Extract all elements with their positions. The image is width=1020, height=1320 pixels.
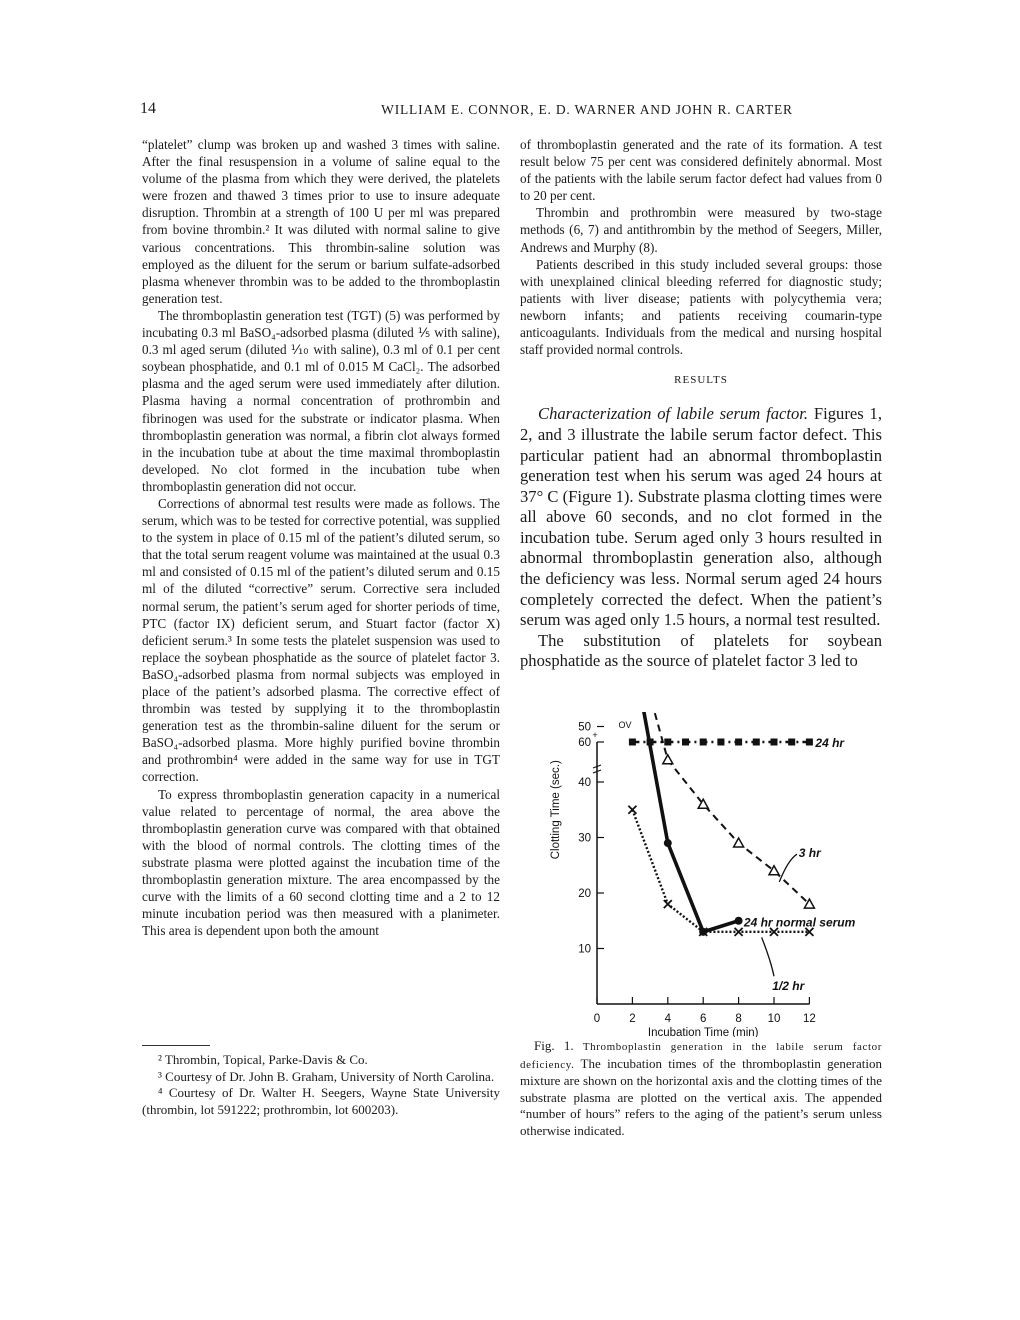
y-tick-label: 50 xyxy=(578,721,591,734)
figure-caption xyxy=(520,1038,882,1139)
series-24hr-point xyxy=(788,739,795,746)
series-half-hr-line xyxy=(632,810,809,932)
y-tick-label: 30 xyxy=(578,832,591,845)
running-head-authors: WILLIAM E. CONNOR, E. D. WARNER AND JOHN R. CARTER xyxy=(381,102,793,117)
body-paragraph: The thromboplastin generation test (TGT) (5) was performed by incubating 0.3 ml BaSO₄-adsorbed plasma (diluted ⅕ with saline), 0.3 ml aged serum (diluted ⅒ with saline), 0.3 ml of 0.1 per cent soybean phosphatide, and 0.1 ml of 0.015 M CaCl₂. The adsorbed plasma and the aged serum were used immediately after dilution. Plasma having a normal concentration of prothrombin and fibrinogen was used for the substrate or indicator plasma. When thromboplastin generation was normal, a fibrin clot always formed in the incubation tube at about the time maximal thromboplastin developed. No clot formed in the incubation tube when thromboplastin generation did not occur. xyxy=(142,307,500,494)
y-tick-label: 10 xyxy=(578,943,591,956)
results-paragraph xyxy=(520,404,882,631)
caption-label: Fig. 1. xyxy=(534,1038,574,1053)
results-paragraph-text: Figures 1, 2, and 3 illustrate the labile serum factor defect. This particular patient had an abnormal thromboplastin generation test when his serum was aged 24 hours at 37° C (Figure 1). Substrate plasma clotting times were all above 60 seconds, and no clot formed in the incubation tube. Serum aged only 3 hours resulted in abnormal thromboplastin generation also, although the deficiency was less. Normal serum aged 24 hours completely corrected the defect. When the patient’s serum was aged only 1.5 hours, a normal test resulted. xyxy=(520,404,882,630)
section-heading-results: RESULTS xyxy=(674,374,728,387)
footnotes xyxy=(142,1052,500,1118)
series-label-3hr: 3 hr xyxy=(798,845,821,860)
body-paragraph: Corrections of abnormal test results were made as follows. The serum, which was to be tested for corrective potential, was supplied to the system in place of 0.15 ml of the patient’s diluted serum, so that the total serum reagent volume was maintained at the usual 0.3 ml and consisted of 0.15 ml of the patient’s diluted serum and 0.15 ml of the diluted “corrective” serum. Corrective sera included normal serum, the patient’s serum aged for shorter periods of time, PTC (factor IX) deficient serum, and Stuart factor (factor X) deficient serum.³ In some tests the platelet suspension was used to replace the soybean phosphatide as the source of platelet factor 3. BaSO₄-adsorbed plasma from normal subjects was employed in place of the patient’s adsorbed plasma. The corrective effect of thrombin was tested by supplying it to the thromboplastin generation test as the thrombin-saline diluent for the serum or BaSO₄-adsorbed plasma. More highly purified bovine thrombin and prothrombin⁴ were added in the same way for use in TGT correction. xyxy=(142,495,500,785)
results-paragraph: The substitution of platelets for soybean phosphatide as the source of platelet factor 3 led to xyxy=(520,630,882,671)
series-24hr-normal-serum-point xyxy=(735,917,743,925)
y-tick-label: 20 xyxy=(578,888,591,900)
x-axis-label: Incubation Time (min) xyxy=(647,1027,759,1037)
series-24hr-point xyxy=(806,739,813,746)
series-label-24hr: 24 hr xyxy=(815,736,845,750)
y-tick-label-top-sup: + xyxy=(592,730,598,740)
x-tick-label: 12 xyxy=(803,1013,816,1025)
body-paragraph: Patients described in this study included several groups: those with unexplained clinical bleeding referred for diagnostic study; patients with liver disease; patients with polycythemia vera; newborn infants; and patients receiving coumarin-type anticoagulants. Individuals from the medical and nursing hospital staff provided normal controls. xyxy=(520,256,882,358)
series-3hr-point xyxy=(734,838,744,847)
chart-svg xyxy=(520,712,884,1037)
series-half-hr-point xyxy=(628,806,636,814)
running-header xyxy=(140,100,884,122)
figure-1-chart xyxy=(520,712,884,1037)
results-text xyxy=(520,404,882,672)
series-3hr-point xyxy=(663,755,673,764)
right-column xyxy=(520,136,882,672)
body-paragraph: To express thromboplastin generation capacity in a numerical value related to percentage of normal, the area above the thromboplastin generation curve was compared with that obtained with the blood of normal controls. The clotting times of the substrate plasma were plotted against the incubation time of the thromboplastin generation mixture. The area encompassed by the curve with the limits of a 60 second clotting time and a 2 to 12 minute incubation period was then measured with a planimeter. This area is dependent upon both the amount xyxy=(142,786,500,939)
subsection-title: Characterization of labile serum factor. xyxy=(538,404,809,424)
x-tick-label: 2 xyxy=(629,1013,636,1025)
x-tick-label: 8 xyxy=(735,1013,742,1025)
body-paragraph: Thrombin and prothrombin were measured by two-stage methods (6, 7) and antithrombin by the method of Seegers, Miller, Andrews and Murphy (8). xyxy=(520,205,882,255)
y-tick-label: 40 xyxy=(578,777,591,789)
footnote: ² Thrombin, Topical, Parke-Davis & Co. xyxy=(158,1052,368,1067)
x-tick-label: 10 xyxy=(767,1013,781,1025)
series-24hr-point xyxy=(700,739,707,746)
series-24hr-point xyxy=(753,739,760,746)
series-24hr-point xyxy=(735,739,742,746)
series-24hr-point xyxy=(771,739,778,746)
body-paragraph: “platelet” clump was broken up and washed 3 times with saline. After the final resuspension in a volume of saline equal to the volume of the plasma from which they were derived, the platelets were frozen and thawed 3 times prior to use to insure adequate disruption. Thrombin at a strength of 100 U per ml was prepared from bovine thrombin.² It was diluted with normal saline to give various concentrations. This thrombin-saline solution was employed as the diluent for the serum or barium sulfate-adsorbed plasma whenever thrombin was to be added to the thromboplastin generation test. xyxy=(142,137,500,306)
caption-title: Thromboplastin generation in the labile serum factor deficiency. xyxy=(520,1041,883,1071)
caption-text: The incubation times of the thromboplastin generation mixture are shown on the horizontal axis and the clotting times of the substrate plasma are plotted on the vertical axis. The appended “number of hours” refers to the aging of the patient’s serum unless otherwise indicated. xyxy=(520,1055,882,1138)
body-paragraph: of thromboplastin generated and the rate of its formation. A test result below 75 per cent was considered definitely abnormal. Most of the patients with the labile serum factor defect had values from 0 to 20 per cent. xyxy=(520,137,882,204)
ov-label: OV xyxy=(618,720,632,730)
page-number: 14 xyxy=(140,100,156,117)
footnote: ⁴ Courtesy of Dr. Walter H. Seegers, Wayne State University (thrombin, lot 591222; prothrombin, lot 600203). xyxy=(142,1085,500,1117)
series-24hr-point xyxy=(682,739,689,746)
caption-paragraph xyxy=(520,1038,882,1139)
footnote-rule xyxy=(142,1045,210,1046)
series-label-half-hr: 1/2 hr xyxy=(772,979,805,994)
series-half-hr-point xyxy=(735,928,743,936)
x-tick-label: 6 xyxy=(699,1013,707,1025)
x-tick-label: 4 xyxy=(664,1013,672,1025)
chart-series xyxy=(627,712,814,936)
y-axis-label: Clotting Time (sec.) xyxy=(550,760,562,860)
series-24hr-point xyxy=(717,739,724,746)
chart-ticks xyxy=(578,712,816,1025)
leader-line-3hr xyxy=(779,854,797,882)
leader-line-half-hr xyxy=(762,937,774,976)
x-tick-label: 0 xyxy=(593,1013,601,1025)
footnote: ³ Courtesy of Dr. John B. Graham, University of North Carolina. xyxy=(158,1068,495,1084)
y-tick-label-top: 60 xyxy=(578,737,591,749)
series-24hr-point xyxy=(629,739,636,746)
series-24hr-normal-serum-point xyxy=(664,839,672,847)
series-24hr-point xyxy=(664,739,671,746)
left-column xyxy=(142,136,500,939)
series-half-hr-point xyxy=(664,900,672,908)
series-label-24hr-normal-serum: 24 hr normal serum xyxy=(743,915,856,930)
